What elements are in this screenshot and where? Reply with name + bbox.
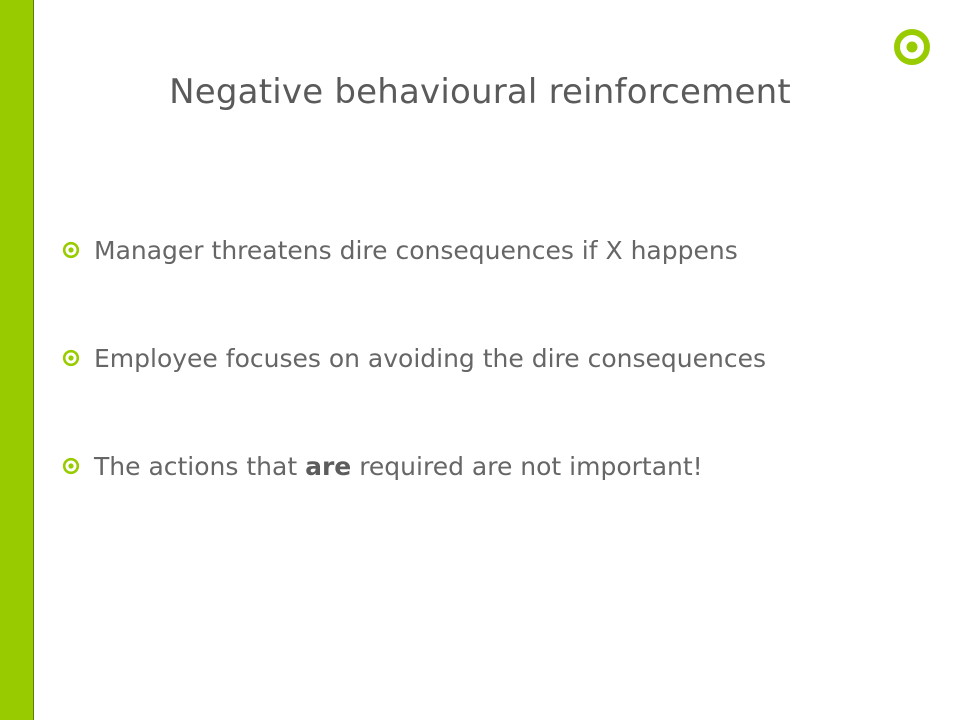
bullet-text: Employee focuses on avoiding the dire consequences	[94, 343, 766, 373]
bullet-target-icon	[62, 457, 80, 475]
bullet-emphasis: are	[305, 451, 352, 481]
bullet-target-icon	[62, 349, 80, 367]
bullet-text-before: The actions that	[94, 451, 306, 481]
bullet-text: Manager threatens dire consequences if X happens	[94, 235, 738, 265]
bullet-text-after: required are not important!	[351, 451, 703, 481]
bullet-item	[62, 338, 766, 378]
bullet-target-icon	[62, 241, 80, 259]
slide-title: Negative behavioural reinforcement	[169, 72, 791, 112]
bullet-item	[62, 446, 703, 486]
bullet-text	[94, 452, 703, 481]
target-ring-icon	[892, 27, 932, 67]
bullet-item	[62, 230, 738, 270]
